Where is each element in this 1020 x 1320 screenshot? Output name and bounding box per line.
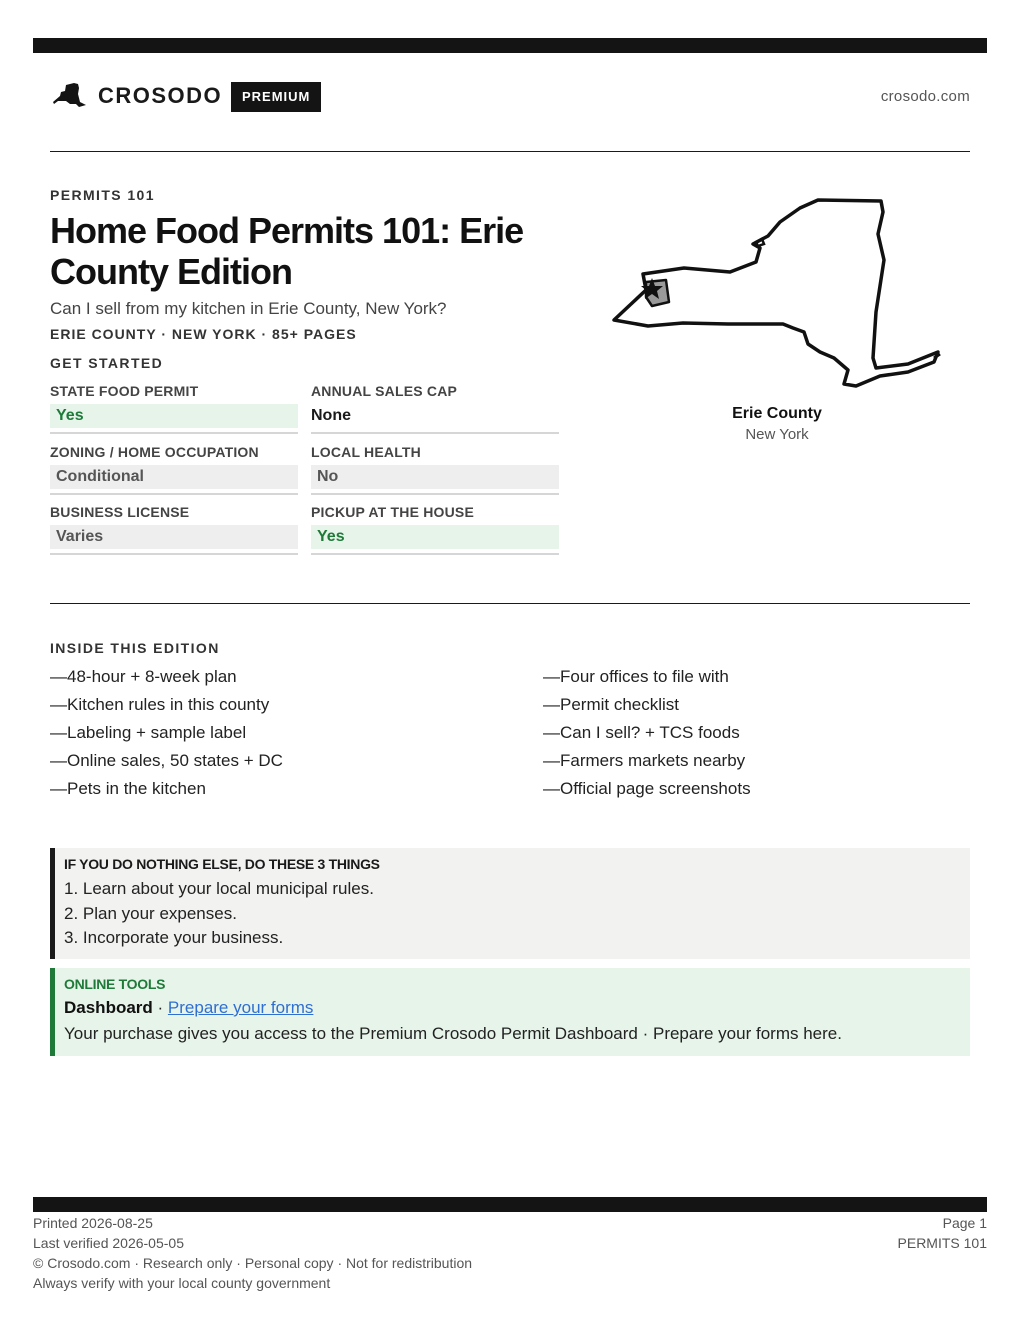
toc-item[interactable]: —Kitchen rules in this county	[50, 695, 270, 714]
ny-state-icon	[52, 82, 88, 112]
edition-meta: ERIE COUNTY · NEW YORK · 85+ PAGES	[50, 326, 357, 342]
page-number: Page 1	[942, 1215, 987, 1231]
toc-left-column	[50, 666, 283, 806]
fact-label: STATE FOOD PERMIT	[50, 383, 199, 399]
printed-date: Printed 2026-08-25	[33, 1215, 153, 1231]
fact-value: None	[311, 407, 351, 424]
fact-value: Varies	[50, 525, 298, 549]
prepare-forms-link[interactable]: Prepare your forms	[167, 998, 314, 1017]
map-state-label: New York	[745, 426, 809, 443]
footer-section: PERMITS 101	[897, 1235, 987, 1251]
footer-right	[898, 1213, 987, 1253]
header-divider	[50, 151, 970, 152]
header	[50, 78, 970, 118]
site-url[interactable]: crosodo.com	[880, 88, 970, 105]
brand-name[interactable]: CROSODO	[98, 83, 223, 108]
callout-item: 1. Learn about your local municipal rules.	[64, 879, 374, 898]
footer-left	[33, 1213, 472, 1293]
fact-pickup	[311, 504, 559, 555]
section-eyebrow: PERMITS 101	[50, 187, 155, 203]
verified-date: Last verified 2026-05-05	[33, 1235, 184, 1251]
fact-label: ZONING / HOME OCCUPATION	[50, 444, 259, 460]
top-bar	[33, 38, 987, 53]
fact-divider	[50, 432, 298, 434]
toc-item[interactable]: —Can I sell? + TCS foods	[543, 723, 740, 742]
toc-item[interactable]: —Pets in the kitchen	[50, 779, 206, 798]
fact-divider	[50, 553, 298, 555]
fact-annual-sales-cap	[311, 383, 559, 434]
fact-label: PICKUP AT THE HOUSE	[311, 504, 475, 520]
fact-divider	[311, 493, 559, 495]
fact-business-license	[50, 504, 298, 555]
toc-item[interactable]: —Four offices to file with	[543, 667, 729, 686]
county-map	[608, 192, 948, 392]
page-title: Home Food Permits 101: Erie County Edition	[50, 210, 524, 292]
toc-item[interactable]: —Labeling + sample label	[50, 723, 247, 742]
fact-divider	[50, 493, 298, 495]
fact-value: Conditional	[50, 465, 298, 489]
callout-title: IF YOU DO NOTHING ELSE, DO THESE 3 THINGS	[64, 856, 380, 872]
fact-label: BUSINESS LICENSE	[50, 504, 190, 520]
callout-item: 2. Plan your expenses.	[64, 903, 237, 923]
toc-item[interactable]: —48-hour + 8-week plan	[50, 667, 237, 686]
tools-dashboard-line	[64, 998, 970, 1024]
copyright: © Crosodo.com · Research only · Personal copy · Not for redistribution	[33, 1255, 473, 1271]
three-things-callout	[50, 848, 970, 959]
fact-local-health	[311, 444, 559, 495]
map-caption	[700, 405, 854, 443]
tools-title: ONLINE TOOLS	[64, 976, 166, 992]
fact-zoning	[50, 444, 298, 495]
tools-separator: ·	[152, 998, 168, 1017]
fact-value: Yes	[50, 404, 298, 428]
callout-item: 3. Incorporate your business.	[64, 928, 284, 947]
fact-value: No	[311, 465, 559, 489]
toc-item[interactable]: —Permit checklist	[543, 695, 680, 714]
footer-bar	[33, 1197, 987, 1212]
dashboard-label: Dashboard	[64, 998, 153, 1017]
fact-divider	[311, 432, 559, 434]
fact-label: ANNUAL SALES CAP	[311, 383, 458, 399]
toc-item[interactable]: —Official page screenshots	[543, 779, 751, 798]
fact-label: LOCAL HEALTH	[311, 444, 421, 460]
page-subtitle: Can I sell from my kitchen in Erie County, New York?	[50, 299, 447, 318]
section-divider	[50, 603, 970, 604]
premium-badge: PREMIUM	[231, 82, 321, 112]
online-tools-box	[50, 968, 970, 1056]
toc-item[interactable]: —Farmers markets nearby	[543, 751, 746, 770]
map-county-label: Erie County	[732, 405, 822, 422]
toc-right-column	[543, 666, 751, 806]
fact-state-food-permit	[50, 383, 298, 434]
toc-heading: INSIDE THIS EDITION	[50, 640, 220, 656]
fact-value: Yes	[311, 525, 559, 549]
fact-divider	[311, 553, 559, 555]
disclaimer: Always verify with your local county government	[33, 1275, 331, 1291]
tools-description: Your purchase gives you access to the Premium Crosodo Permit Dashboard · Prepare your forms here.	[64, 1024, 842, 1043]
get-started-heading: GET STARTED	[50, 355, 164, 371]
toc-item[interactable]: —Online sales, 50 states + DC	[50, 751, 283, 770]
